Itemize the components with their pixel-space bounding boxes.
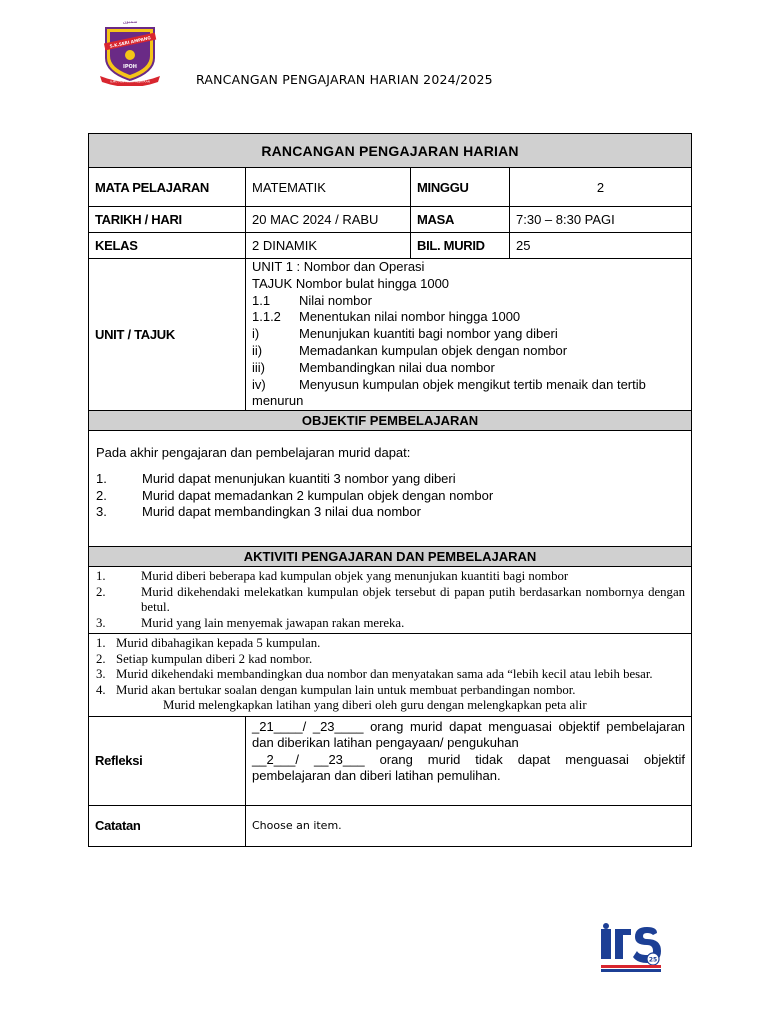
kelas-value: 2 DINAMIK xyxy=(246,233,411,259)
catatan-dropdown[interactable]: Choose an item. xyxy=(246,805,692,846)
unit-line xyxy=(252,326,685,343)
objektif-list xyxy=(96,471,684,521)
aktiviti-2-item xyxy=(96,667,685,683)
bil-murid-label: BIL. MURID xyxy=(411,233,510,259)
unit-line xyxy=(252,259,685,276)
aktiviti-2-number: 1. xyxy=(96,636,106,651)
aktiviti-2-item xyxy=(96,652,685,668)
objektif-item-text: Murid dapat menunjukan kuantiti 3 nombor yang diberi xyxy=(142,471,456,487)
objektif-item xyxy=(96,471,684,488)
unit-line-number: i) xyxy=(252,326,260,342)
aktiviti-heading: AKTIVITI PENGAJARAN DAN PEMBELAJARAN xyxy=(89,547,692,567)
plan-header-title: RANCANGAN PENGAJARAN HARIAN 2024/2025 xyxy=(196,72,493,87)
unit-line xyxy=(252,343,685,360)
objektif-item-number: 2. xyxy=(96,487,107,503)
unit-line-number: ii) xyxy=(252,342,263,358)
aktiviti-list-1 xyxy=(89,567,692,634)
objektif-heading: OBJEKTIF PEMBELAJARAN xyxy=(89,411,692,431)
aktiviti-1-item xyxy=(96,585,685,616)
refleksi-line-2: __2___/ __23___ orang murid tidak dapat menguasai objektif pembelajaran dan diberi latihan pemulihan. xyxy=(252,751,686,784)
unit-line-text: Memadankan kumpulan objek dengan nombor xyxy=(299,342,568,358)
unit-line-text: Nilai nombor xyxy=(299,292,372,308)
unit-line xyxy=(252,377,685,394)
school-crest-logo xyxy=(98,18,162,86)
unit-line xyxy=(252,293,685,310)
objektif-item-number: 3. xyxy=(96,504,107,520)
masa-label: MASA xyxy=(411,207,510,233)
refleksi-content xyxy=(246,716,692,805)
objektif-item xyxy=(96,504,684,521)
unit-line-number: 1.1.2 xyxy=(252,309,281,325)
unit-line-text: Menunjukan kuantiti bagi nombor yang diberi xyxy=(299,326,558,342)
aktiviti-2-item xyxy=(96,683,685,699)
mata-pelajaran-value: MATEMATIK xyxy=(246,168,411,207)
unit-line-number: 1.1 xyxy=(252,292,271,308)
aktiviti-1-item xyxy=(96,569,685,585)
mata-pelajaran-label: MATA PELAJARAN xyxy=(89,168,246,207)
lesson-plan-table xyxy=(88,133,692,847)
unit-line xyxy=(252,309,685,326)
aktiviti-final-line: Murid melengkapkan latihan yang diberi oleh guru dengan melengkapkan peta alir xyxy=(163,698,587,713)
objektif-item-text: Murid dapat membandingkan 3 nilai dua nombor xyxy=(142,504,421,520)
crest-top-script: سمبون xyxy=(122,19,138,25)
unit-line-text: UNIT 1 : Nombor dan Operasi xyxy=(252,259,425,274)
catatan-label: Catatan xyxy=(89,805,246,846)
unit-line-number: iii) xyxy=(252,359,265,375)
unit-line xyxy=(252,360,685,377)
objektif-item xyxy=(96,488,684,505)
aktiviti-2-text: Murid akan bertukar soalan dengan kumpulan lain untuk membuat perbandingan nombor. xyxy=(116,682,576,697)
objektif-content xyxy=(89,431,692,547)
refleksi-label: Refleksi xyxy=(89,716,246,805)
aktiviti-2-number: 3. xyxy=(96,667,106,682)
aktiviti-1-text: Murid diberi beberapa kad kumpulan objek yang menunjukan kuantiti bagi nombor xyxy=(141,569,569,584)
tarikh-value: 20 MAC 2024 / RABU xyxy=(246,207,411,233)
objektif-item-text: Murid dapat memadankan 2 kumpulan objek dengan nombor xyxy=(142,487,494,503)
objektif-item-number: 1. xyxy=(96,471,107,487)
aktiviti-2-number: 2. xyxy=(96,651,106,666)
unit-line xyxy=(252,393,685,410)
kelas-label: KELAS xyxy=(89,233,246,259)
unit-tajuk-label: UNIT / TAJUK xyxy=(89,259,246,411)
aktiviti-1-text: Murid dikehendaki melekatkan kumpulan objek tersebut di papan putih berdasarkan nombornya dengan betul. xyxy=(141,584,686,615)
crest-scroll-text: ILMU PENYULUH KEJAYAAN xyxy=(110,79,150,84)
unit-tajuk-content xyxy=(246,259,692,411)
unit-line-text: Menentukan nilai nombor hingga 1000 xyxy=(299,309,521,325)
crest-ribbon-text: S.K.SERI AMPANG xyxy=(109,35,152,49)
aktiviti-1-number: 1. xyxy=(96,569,106,584)
aktiviti-1-number: 2. xyxy=(96,584,106,599)
aktiviti-2-text: Murid dikehendaki membandingkan dua nombor dan menyatakan sama ada “lebih kecil atau lebih besar. xyxy=(116,667,653,682)
refleksi-line-1: _21____/ _23____ orang murid dapat menguasai objektif pembelajaran dan diberikan latihan pengayaan/ pengukuhan xyxy=(252,718,686,751)
footer-logo-number: 25 xyxy=(648,956,658,964)
aktiviti-2-text: Setiap kumpulan diberi 2 kad nombor. xyxy=(116,651,313,666)
objektif-intro: Pada akhir pengajaran dan pembelajaran murid dapat: xyxy=(96,445,411,461)
minggu-label: MINGGU xyxy=(411,168,510,207)
aktiviti-2-item xyxy=(96,636,685,652)
footer-logo xyxy=(601,923,661,973)
unit-line xyxy=(252,276,685,293)
minggu-value: 2 xyxy=(510,168,692,207)
unit-line-text: Menyusun kumpulan objek mengikut tertib menaik dan tertib xyxy=(299,376,646,392)
unit-line-number: iv) xyxy=(252,376,266,392)
aktiviti-list-2 xyxy=(89,634,692,717)
aktiviti-2-number: 4. xyxy=(96,682,106,697)
aktiviti-1-text: Murid yang lain menyemak jawapan rakan mereka. xyxy=(141,615,405,630)
unit-line-text: menurun xyxy=(252,393,304,409)
bil-murid-value: 25 xyxy=(510,233,692,259)
crest-city-text: IPOH xyxy=(123,64,137,70)
aktiviti-1-item xyxy=(96,616,685,632)
table-title: RANCANGAN PENGAJARAN HARIAN xyxy=(89,134,692,168)
unit-line-text: Membandingkan nilai dua nombor xyxy=(299,359,495,375)
tarikh-label: TARIKH / HARI xyxy=(89,207,246,233)
aktiviti-1-number: 3. xyxy=(96,615,106,630)
unit-line-text: TAJUK Nombor bulat hingga 1000 xyxy=(252,275,450,291)
aktiviti-2-text: Murid dibahagikan kepada 5 kumpulan. xyxy=(116,636,321,651)
masa-value: 7:30 – 8:30 PAGI xyxy=(510,207,692,233)
